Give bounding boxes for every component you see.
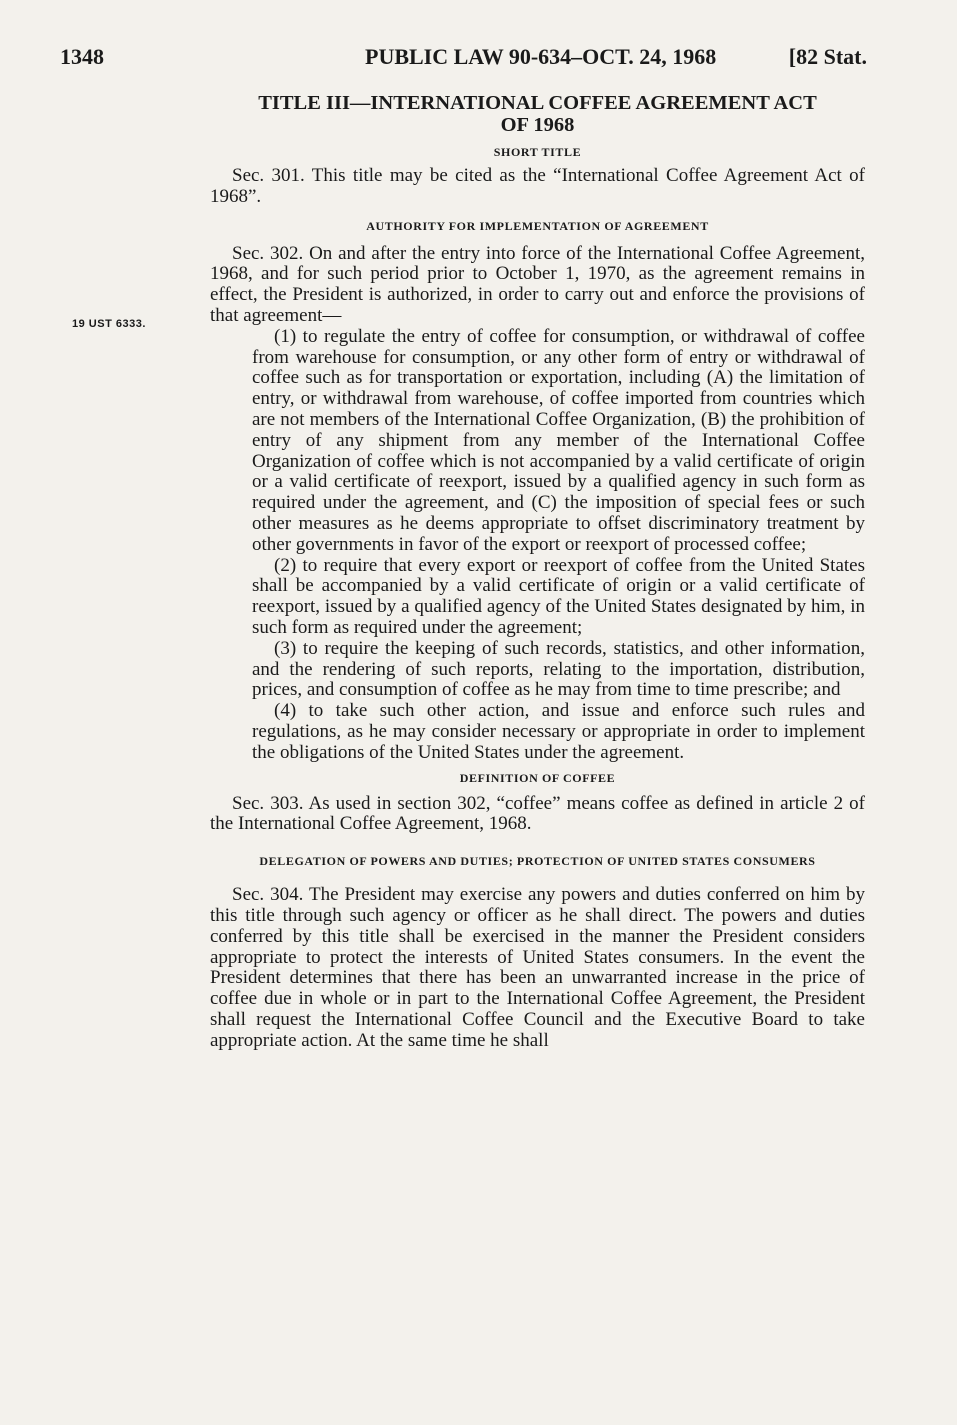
section-303: Sec. 303. As used in section 302, “coffee” means coffee as defined in article 2 of the International Coffee Agreement, 1968.: [210, 792, 865, 835]
running-header: [60, 44, 867, 74]
document-body: [210, 92, 865, 1051]
title-line-2: OF 1968: [500, 114, 575, 136]
title-heading: [210, 92, 865, 136]
statute-volume: [82 Stat.: [788, 44, 867, 69]
section-301: Sec. 301. This title may be cited as the “International Coffee Agreement Act of 1968”.: [210, 165, 865, 207]
section-302-item-2: (2) to require that every export or reexport of coffee from the United States shall be accompanied by a valid certificate of origin or a valid certificate of reexport, issued by a qualified agency of the United States designated by him, in such form as required under the agreement;: [252, 554, 865, 638]
title-line-1: TITLE III—INTERNATIONAL COFFEE AGREEMENT ACT: [258, 92, 817, 114]
heading-definition: DEFINITION OF COFFEE: [459, 770, 616, 785]
heading-short-title: SHORT TITLE: [493, 145, 582, 159]
heading-authority: AUTHORITY FOR IMPLEMENTATION OF AGREEMENT: [366, 218, 709, 233]
section-304: Sec. 304. The President may exercise any powers and duties conferred on him by this title through such agency or officer as he shall direct. The powers and duties conferred by this title shall be exercised in the manner the President considers appropriate to protect the interests of United States consumers. In the event the President determines that there has been an unwarranted increase in the price of coffee due in whole or in part to the International Coffee Agreement, the President shall request the International Coffee Council and the Executive Board to take appropriate action. At the same time he shall: [210, 884, 865, 1051]
margin-citation: 19 UST 6333.: [72, 318, 146, 330]
section-302-item-1: (1) to regulate the entry of coffee for consumption, or withdrawal of coffee from warehouse for consumption, or any other form of entry or withdrawal of coffee such as for transportation or exportation, including (A) the limitation of entry, or withdrawal from warehouse, of coffee imported from countries which are not members of the International Coffee Organization, (B) the prohibition of entry of any shipment from any member of the International Coffee Organization of coffee which is not accompanied by a valid certificate of origin or a valid certificate of reexport, issued by a qualified agency in such form as required under the agreement, and (C) the imposition of special fees or such other measures as he deems appropriate to offset discriminatory treatment by other governments in favor of the export or reexport of processed coffee;: [252, 325, 865, 555]
header-citation: PUBLIC LAW 90-634–OCT. 24, 1968: [365, 44, 717, 69]
section-302: Sec. 302. On and after the entry into force of the International Coffee Agreement, 1968, and for such period prior to October 1, 1970, as the agreement remains in effect, the President is authorized, in order to carry out and enforce the provisions of that agreement—: [210, 242, 865, 326]
section-302-item-4: (4) to take such other action, and issue and enforce such rules and regulations, as he may consider necessary or appropriate in order to implement the obligations of the United States under the agreement.: [252, 700, 865, 763]
heading-delegation: DELEGATION OF POWERS AND DUTIES; PROTECTION OF UNITED STATES CONSUMERS: [259, 854, 816, 869]
section-302-item-3: (3) to require the keeping of such records, statistics, and other information, and the rendering of such reports, relating to the importation, distribution, prices, and consumption of coffee as he may from time to time prescribe; and: [252, 637, 865, 701]
page-number: 1348: [60, 44, 104, 69]
